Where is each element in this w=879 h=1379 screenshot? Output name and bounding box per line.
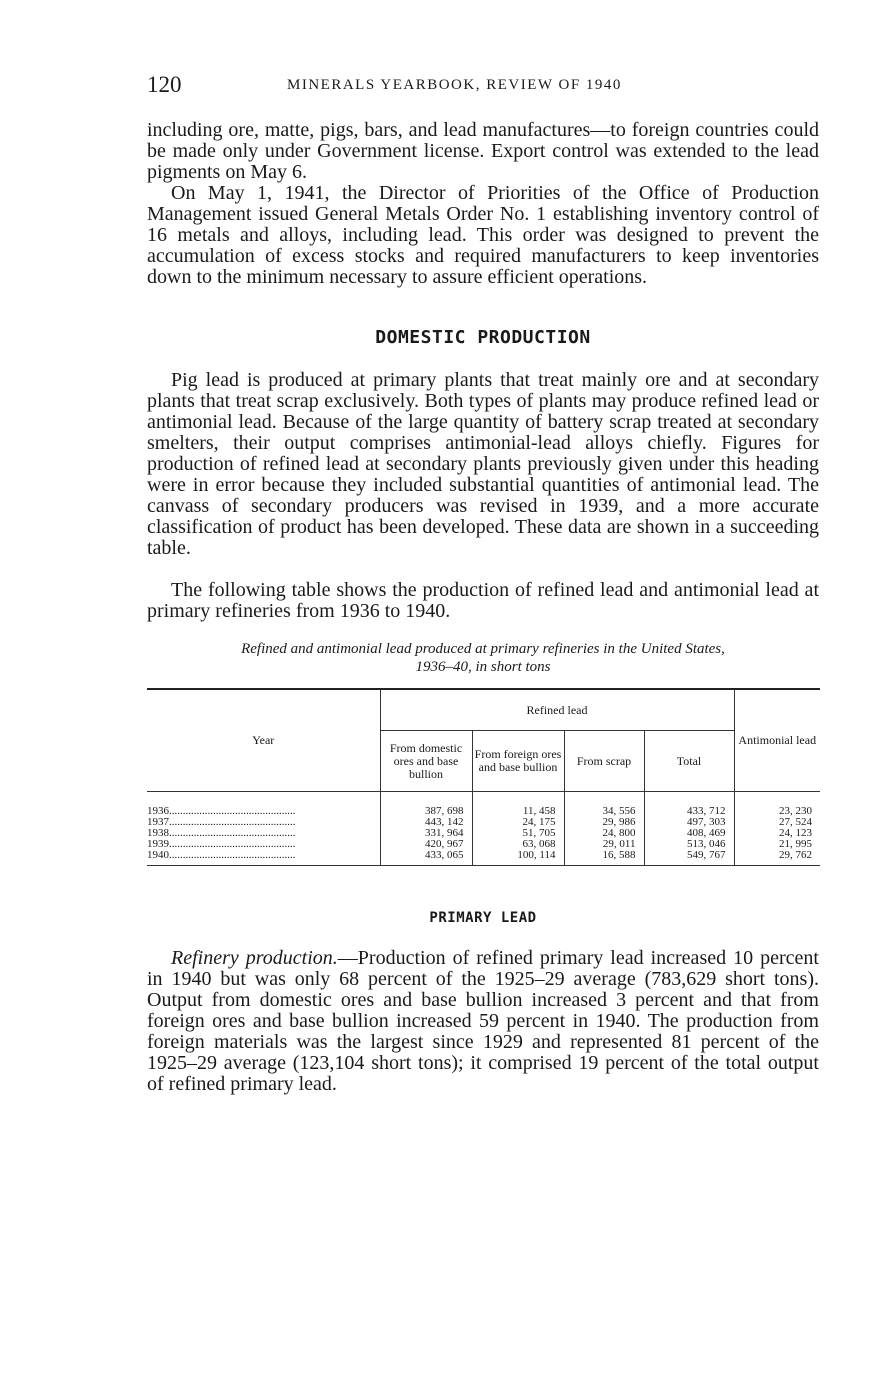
paragraph-table-intro: The following table shows the production of refined lead and antimonial lead at primary refineries from 1936 to 1940. (147, 579, 819, 622)
running-title: MINERALS YEARBOOK, REVIEW OF 1940 (287, 77, 622, 93)
refined-lead-table (147, 688, 820, 866)
cell-scrap: 34, 556 (564, 792, 644, 818)
cell-antimonial: 24, 123 (734, 828, 820, 839)
cell-scrap: 16, 588 (564, 850, 644, 866)
cell-antimonial: 23, 230 (734, 792, 820, 818)
cell-scrap: 29, 986 (564, 817, 644, 828)
row-year: 1937 (147, 816, 169, 828)
heading-primary-lead: PRIMARY LEAD (429, 910, 537, 926)
cell-antimonial: 27, 524 (734, 817, 820, 828)
table-row (147, 850, 820, 866)
dot-leader: .............................................. (169, 827, 296, 839)
cell-domestic: 387, 698 (380, 792, 472, 818)
table-caption (147, 640, 819, 676)
row-year: 1940 (147, 849, 169, 861)
cell-domestic: 331, 964 (380, 828, 472, 839)
page-number: 120 (147, 72, 182, 97)
cell-antimonial: 29, 762 (734, 850, 820, 866)
dot-leader: .............................................. (169, 816, 296, 828)
cell-total: 549, 767 (644, 850, 734, 866)
cell-foreign: 24, 175 (472, 817, 564, 828)
paragraph-refinery-production (147, 948, 819, 1095)
cell-total: 433, 712 (644, 792, 734, 818)
column-header-domestic: From domestic ores and base bullion (380, 731, 472, 792)
column-header-total: Total (644, 731, 734, 792)
column-group-refined-lead: Refined lead (380, 689, 734, 731)
paragraph-refinery-text: —Production of refined primary lead increased 10 percent in 1940 but was only 68 percent of the 1925–29 average (783,629 short tons). Output from domestic ores and base bullion increased 3 percent and that from foreign ores and base bullion increased 59 percent in 1940. The production from foreign materials was the largest since 1929 and represented 81 percent of the 1925–29 average (123,104 short tons); it comprised 19 percent of the total output of refined primary lead. (147, 947, 819, 1095)
paragraph-metals-order: On May 1, 1941, the Director of Priorities of the Office of Production Management issued General Metals Order No. 1 establishing inventory control of 16 metals and alloys, including lead. This order was designed to prevent the accumulation of excess stocks and required manufacturers to keep inventories down to the minimum necessary to assure efficient operations. (147, 182, 819, 288)
cell-total: 513, 046 (644, 839, 734, 850)
paragraph-export-control: including ore, matte, pigs, bars, and lead manufactures—to foreign countries could be made only under Government license. Export control was extended to the lead pigments on May 6. (147, 119, 819, 183)
row-year: 1938 (147, 827, 169, 839)
paragraph-pig-lead: Pig lead is produced at primary plants that treat mainly ore and at secondary plants that treat scrap exclusively. Both types of plants may produce refined lead or antimonial lead. Because of the large quantity of battery scrap treated at secondary smelters, their output comprises antimonial-lead alloys chiefly. Figures for production of refined lead at secondary plants previously given under this heading were in error because they included substantial quantities of antimonial lead. The canvass of secondary producers was revised in 1939, and a more accurate classification of product has been developed. These data are shown in a succeeding table. (147, 369, 819, 559)
cell-foreign: 11, 458 (472, 792, 564, 818)
column-header-foreign: From foreign ores and base bullion (472, 731, 564, 792)
cell-total: 408, 469 (644, 828, 734, 839)
cell-total: 497, 303 (644, 817, 734, 828)
column-header-scrap: From scrap (564, 731, 644, 792)
cell-domestic: 433, 065 (380, 850, 472, 866)
dot-leader: .............................................. (169, 849, 296, 861)
column-header-year: Year (147, 689, 380, 792)
cell-scrap: 24, 800 (564, 828, 644, 839)
run-in-heading: Refinery production. (171, 947, 338, 969)
dot-leader: .............................................. (169, 838, 296, 850)
heading-domestic-production: DOMESTIC PRODUCTION (375, 327, 591, 348)
cell-foreign: 63, 068 (472, 839, 564, 850)
cell-domestic: 420, 967 (380, 839, 472, 850)
cell-scrap: 29, 011 (564, 839, 644, 850)
table-caption-line-2: 1936–40, in short tons (415, 659, 551, 675)
table-row (147, 792, 820, 818)
column-header-antimonial: Antimonial lead (734, 689, 820, 792)
cell-foreign: 100, 114 (472, 850, 564, 866)
cell-antimonial: 21, 995 (734, 839, 820, 850)
dot-leader: .............................................. (169, 805, 296, 817)
row-year: 1939 (147, 838, 169, 850)
running-header (147, 72, 817, 100)
cell-foreign: 51, 705 (472, 828, 564, 839)
cell-domestic: 443, 142 (380, 817, 472, 828)
table-caption-line-1: Refined and antimonial lead produced at primary refineries in the United States, (241, 641, 725, 657)
row-year: 1936 (147, 805, 169, 817)
